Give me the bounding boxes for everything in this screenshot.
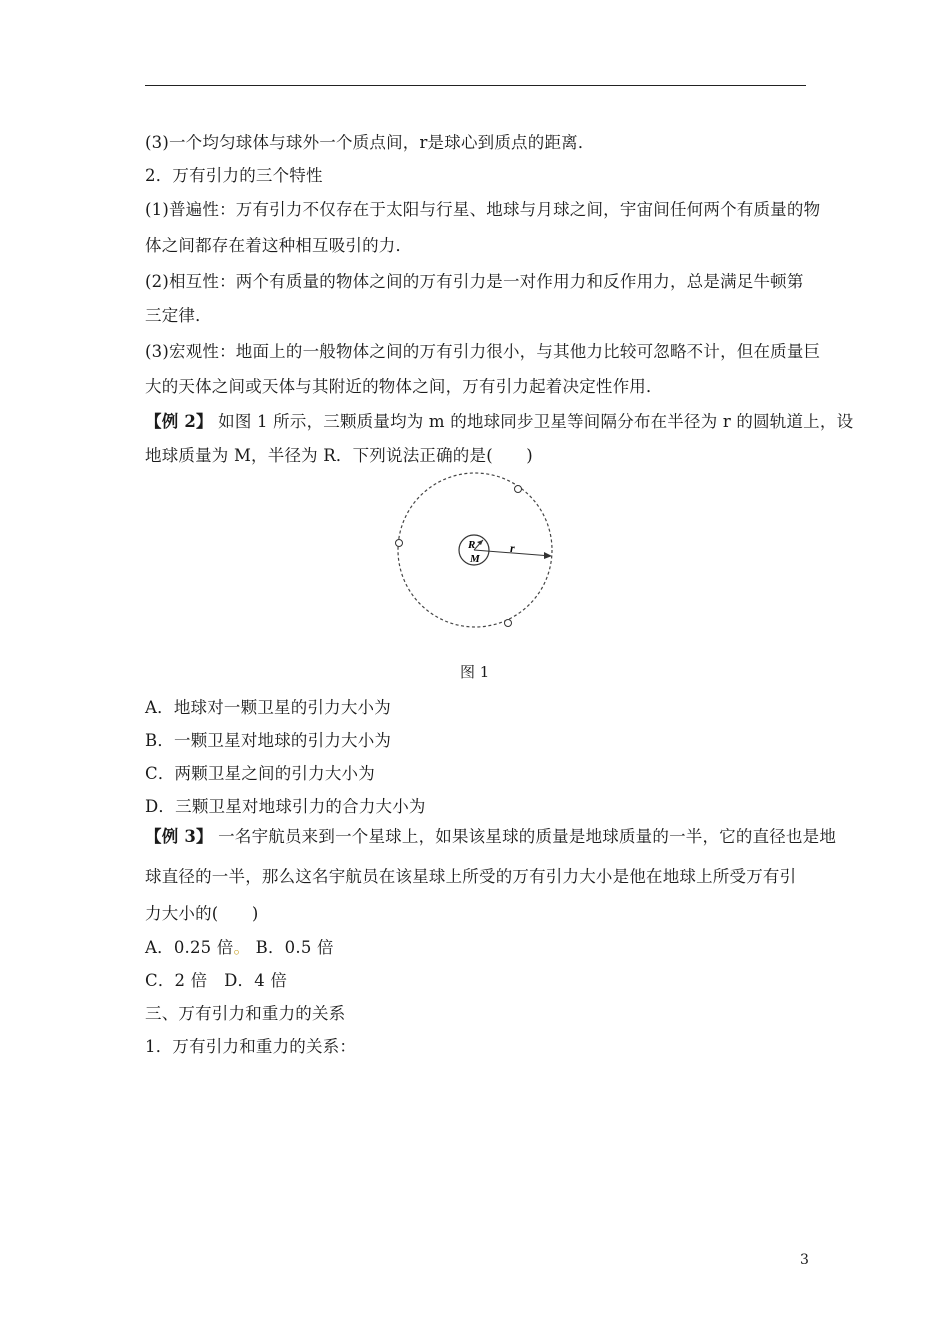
- label-M: M: [470, 553, 480, 565]
- label-R: R: [468, 539, 476, 551]
- text-line-mutuality-1: (2)相互性：两个有质量的物体之间的万有引力是一对作用力和反作用力，总是满足牛顿第: [145, 272, 804, 291]
- text-line-macro-2: 大的天体之间或天体与其附近的物体之间，万有引力起着决定性作用．: [145, 377, 663, 396]
- page-number: 3: [800, 1252, 809, 1268]
- example-2-tag: 【例 2】: [145, 412, 213, 431]
- example-3-tag: 【例 3】: [145, 827, 213, 846]
- figure-caption: 图 1: [460, 663, 490, 681]
- text-line-macro-1: (3)宏观性：地面上的一般物体之间的万有引力很小，与其他力比较可忽略不计，但在质量巨: [145, 342, 821, 361]
- example-3-line-1: [145, 823, 836, 847]
- header-rule: [145, 85, 806, 86]
- option-c: C．两颗卫星之间的引力大小为: [145, 764, 375, 783]
- label-r: r: [510, 541, 515, 555]
- text-line-mutuality-2: 三定律．: [145, 306, 212, 325]
- example-3-option-b: B．0.5 倍: [250, 938, 334, 957]
- satellite-left: [396, 540, 403, 547]
- example-3-text-1: 一名宇航员来到一个星球上，如果该星球的质量是地球质量的一半，它的直径也是地: [212, 827, 837, 846]
- example-2-line-2: 地球质量为 M，半径为 R．下列说法正确的是( ): [145, 446, 533, 465]
- text-line-1: (3)一个均匀球体与球外一个质点间，r是球心到质点的距离．: [145, 133, 595, 152]
- option-b: B．一颗卫星对地球的引力大小为: [145, 731, 392, 750]
- example-3-line-3: 力大小的( ): [145, 904, 259, 923]
- orbit-radius-arrowhead: [544, 552, 552, 559]
- option-a: A．地球对一颗卫星的引力大小为: [145, 698, 391, 717]
- example-3-options-ab: [145, 934, 334, 958]
- example-3-option-a: A．0.25 倍: [145, 938, 234, 957]
- example-3-options-cd: C．2 倍 D．4 倍: [145, 971, 288, 990]
- example-2-line-1: [145, 408, 853, 432]
- example-3-line-2: 球直径的一半，那么这名宇航员在该星球上所受的万有引力大小是他在地球上所受万有引: [145, 867, 797, 886]
- satellite-top: [515, 486, 522, 493]
- satellite-bottom: [505, 620, 512, 627]
- section-3-item-1: 1．万有引力和重力的关系：: [145, 1037, 357, 1056]
- text-line-universality-1: (1)普遍性：万有引力不仅存在于太阳与行星、地球与月球之间，宇宙间任何两个有质量的物: [145, 200, 821, 219]
- example-3-option-a-dot: 。: [233, 938, 251, 957]
- example-2-text-1: 如图 1 所示，三颗质量均为 m 的地球同步卫星等间隔分布在半径为 r 的圆轨道上，设: [212, 412, 854, 431]
- heading-three-properties: 2．万有引力的三个特性: [145, 166, 323, 185]
- section-3-heading: 三、万有引力和重力的关系: [145, 1004, 346, 1023]
- earth-radius-arrowhead: [477, 540, 483, 545]
- orbit-figure: [380, 470, 570, 650]
- text-line-universality-2: 体之间都存在着这种相互吸引的力．: [145, 236, 413, 255]
- option-d: D．三颗卫星对地球引力的合力大小为: [145, 797, 426, 816]
